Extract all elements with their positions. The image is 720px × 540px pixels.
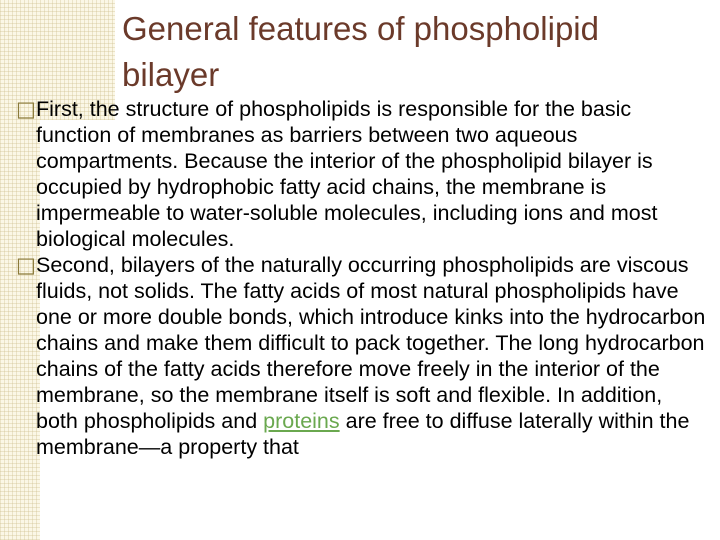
slide-content <box>16 96 706 460</box>
paragraph-second-text-start: Second, bilayers of the naturally occurring phospholipids are viscous fluids, not solids. The fatty acids of most natural phospholipids have one or more double bonds, which introduce kinks into the hydrocarbon chains and make them difficult to pack together. The long hydrocarbon chains of the fatty acids therefore move freely in the interior of the membrane, so the membrane itself is soft and flexible. In addition, both phospholipids and <box>36 253 706 433</box>
paragraph-second <box>16 252 706 460</box>
proteins-link[interactable]: proteins <box>263 409 340 433</box>
bullet-icon: □ <box>16 253 36 277</box>
slide-title: General features of phospholipid bilayer <box>122 10 599 93</box>
paragraph-second-text-end: are free to diffuse laterally within the membrane—a property that <box>36 409 690 459</box>
paragraph-first <box>16 96 706 252</box>
paragraph-first-text: First, the structure of phospholipids is responsible for the basic function of membranes as barriers between two aqueous compartments. Because the interior of the phospholipid bilayer is occupied by hydrophobic fatty acid chains, the membrane is impermeable to water-soluble molecules, including ions and most biological molecules. <box>36 97 658 251</box>
bullet-icon: □ <box>16 97 36 121</box>
